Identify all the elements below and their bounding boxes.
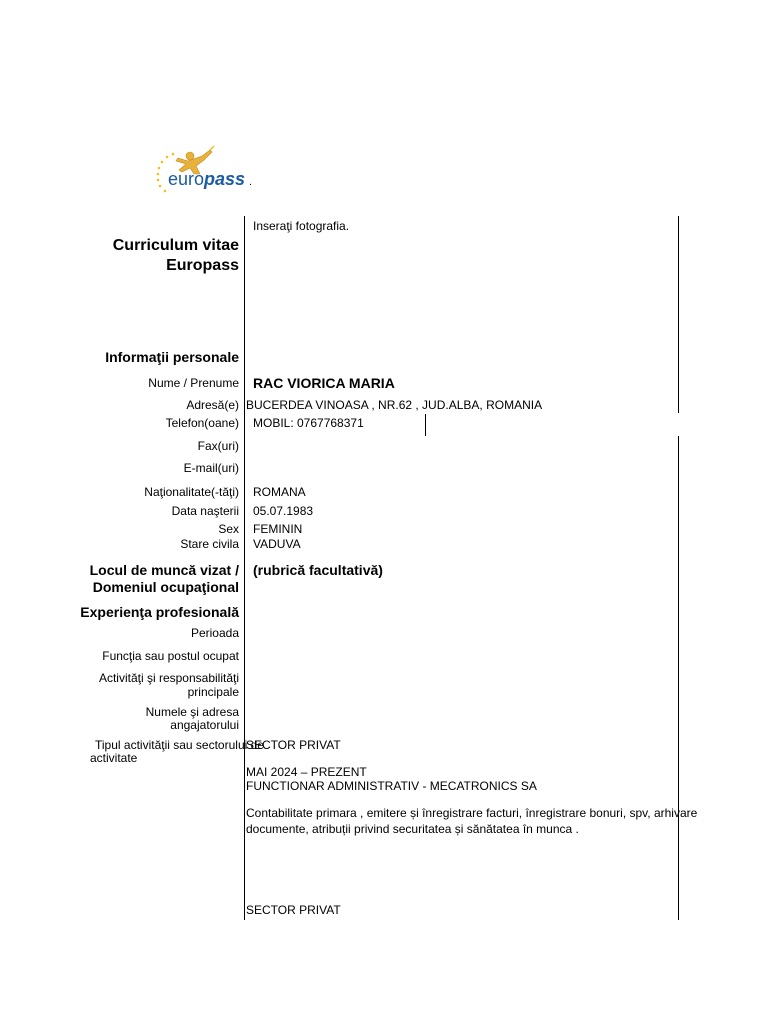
phone-value: MOBIL: 0767768371	[253, 416, 364, 430]
email-label: E-mail(uri)	[183, 461, 239, 475]
job-label-line2: Domeniul ocupaţional	[92, 579, 239, 595]
text-cursor	[425, 414, 426, 436]
function-label: Funcţia sau postul ocupat	[102, 649, 239, 663]
sector-value-2: SECTOR PRIVAT	[246, 903, 341, 917]
logo-text-pass: pass	[204, 169, 246, 189]
name-value: RAC VIORICA MARIA	[253, 375, 395, 391]
cv-title-line1: Curriculum vitae	[112, 237, 239, 254]
address-label: Adresă(e)	[186, 398, 239, 412]
birth-label: Data naşterii	[171, 504, 239, 518]
civil-status-label: Stare civila	[180, 537, 239, 551]
birth-value: 05.07.1983	[253, 504, 314, 518]
name-label: Nume / Prenume	[148, 376, 239, 390]
address-value: BUCERDEA VINOASA , NR.62 , JUD.ALBA, ROMANIA	[246, 398, 543, 412]
column-divider-right-top	[678, 216, 679, 413]
sector-value-1: SECTOR PRIVAT	[246, 738, 341, 752]
logo-wordmark	[168, 169, 252, 193]
section-title-experience: Experienţa profesională	[80, 604, 239, 620]
logo-text-euro: euro	[168, 169, 205, 189]
activities-value-line1: Contabilitate primara , emitere și înregistrare facturi, înregistrare bonuri, spv, arhivare	[246, 806, 698, 820]
sector-label-line1: Tipul activităţii sau sectorului de	[95, 738, 264, 752]
employer-label-line2: angajatorului	[170, 718, 239, 732]
cv-title-line2: Europass	[166, 257, 239, 274]
nationality-label: Naţionalitate(-tăţi)	[144, 485, 239, 499]
europass-logo	[152, 144, 252, 196]
sex-label: Sex	[218, 522, 239, 536]
sex-value: FEMININ	[253, 522, 303, 536]
photo-placeholder[interactable]: Inseraţi fotografia.	[253, 219, 350, 233]
fax-label: Fax(uri)	[197, 439, 239, 453]
nationality-value: ROMANA	[253, 485, 306, 499]
logo-dot: .	[249, 177, 252, 188]
sector-label-line2: activitate	[90, 751, 138, 765]
column-divider-left	[244, 216, 245, 920]
section-title-personal: Informaţii personale	[105, 349, 239, 365]
job-value: (rubrică facultativă)	[253, 562, 383, 578]
period-label: Perioada	[190, 626, 239, 640]
activities-label-line1: Activităţi şi responsabilităţi	[98, 671, 239, 685]
activities-label-line2: principale	[187, 685, 239, 699]
activities-value-line2: documente, atribuții privind securitatea și sănătatea în munca .	[246, 822, 579, 836]
column-divider-right-bottom	[678, 436, 679, 920]
function-value: FUNCTIONAR ADMINISTRATIV - MECATRONICS SA	[246, 779, 537, 793]
period-value: MAI 2024 – PREZENT	[246, 765, 367, 779]
employer-label-line1: Numele şi adresa	[145, 705, 239, 719]
civil-status-value: VADUVA	[253, 537, 301, 551]
job-label-line1: Locul de muncă vizat /	[89, 562, 239, 578]
phone-label: Telefon(oane)	[165, 416, 239, 430]
